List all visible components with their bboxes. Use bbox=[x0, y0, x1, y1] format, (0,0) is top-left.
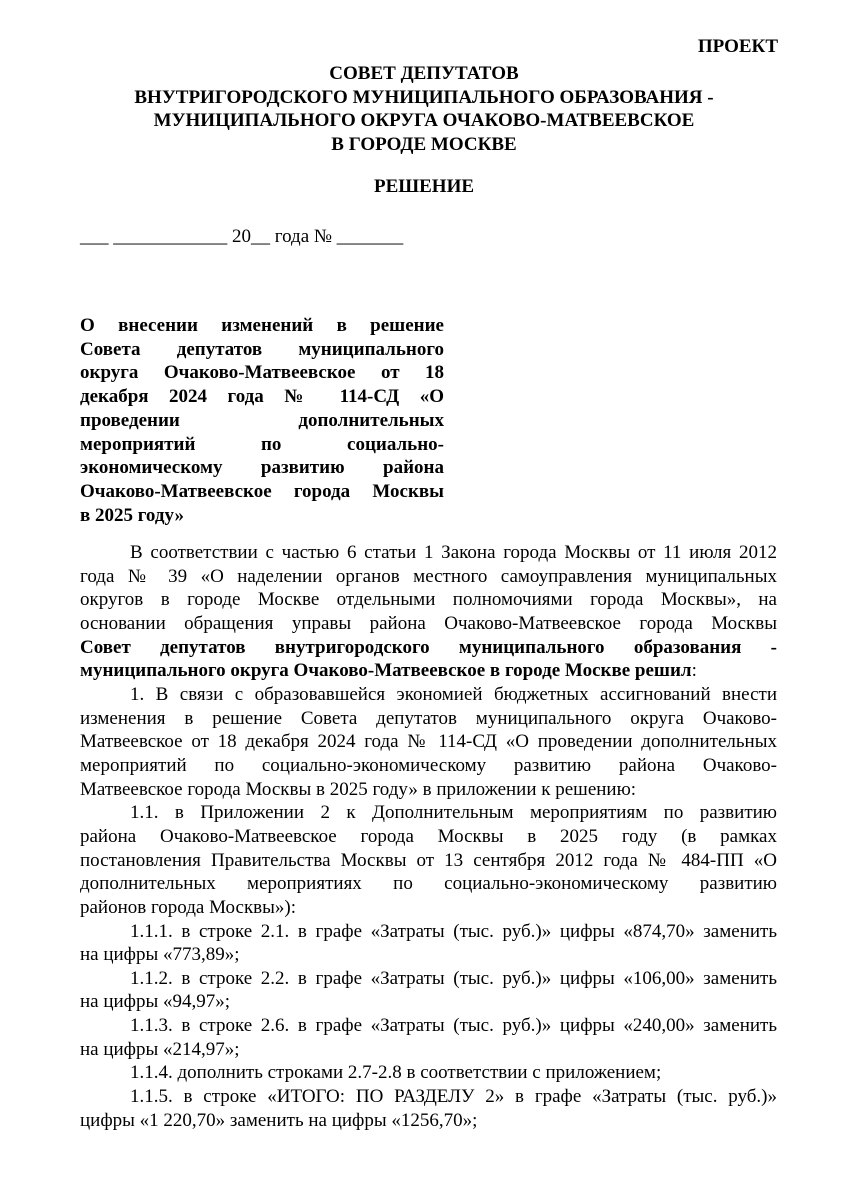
decision-title: РЕШЕНИЕ bbox=[373, 176, 475, 197]
body-line: на цифры «94,97»; bbox=[80, 991, 231, 1013]
council-heading-line: СОВЕТ ДЕПУТАТОВ bbox=[329, 63, 519, 84]
subject-line: округа Очаково-Матвеевское от 18 bbox=[80, 362, 444, 384]
item-1-1-4-paragraph bbox=[80, 1061, 777, 1085]
resolved-colon: : bbox=[691, 660, 697, 682]
draft-label: ПРОЕКТ bbox=[697, 36, 778, 57]
body-line: основании обращения управы района Очаково-Матвеевское города Москвы bbox=[80, 612, 777, 634]
item-1-1-5-paragraph bbox=[80, 1085, 777, 1132]
subject-line: мероприятий по социально- bbox=[80, 433, 444, 455]
date-number-line: ___ ____________ 20__ года № _______ bbox=[80, 226, 404, 247]
body-line: на цифры «773,89»; bbox=[80, 944, 240, 966]
resolved-text: муниципального округа Очаково-Матвеевское в городе Москве решил bbox=[80, 660, 692, 682]
body-line: 1.1.2. в строке 2.2. в графе «Затраты (тыс. руб.)» цифры «106,00» заменить bbox=[130, 967, 777, 989]
item-1-1-2-paragraph bbox=[80, 967, 777, 1014]
item-1-1-paragraph bbox=[80, 801, 777, 919]
body-line: 1.1.1. в строке 2.1. в графе «Затраты (тыс. руб.)» цифры «874,70» заменить bbox=[130, 920, 777, 942]
subject-line: в 2025 году» bbox=[80, 504, 184, 526]
subject-line: экономическому развитию района bbox=[80, 457, 444, 479]
body-line: мероприятий по социально-экономическому развитию района Очаково- bbox=[80, 754, 777, 776]
body-line: 1.1.4. дополнить строками 2.7-2.8 в соответствии с приложением; bbox=[130, 1062, 662, 1084]
decision-body bbox=[80, 541, 777, 1132]
body-line: постановления Правительства Москвы от 13 сентября 2012 года № 484-ПП «О bbox=[80, 849, 777, 871]
body-line: Матвеевское города Москвы в 2025 году» в приложении к решению: bbox=[80, 778, 637, 800]
subject-line: О внесении изменений в решение bbox=[80, 315, 444, 336]
council-heading-line: МУНИЦИПАЛЬНОГО ОКРУГА ОЧАКОВО-МАТВЕЕВСКОЕ bbox=[153, 110, 695, 131]
body-line: районов города Москвы»): bbox=[80, 896, 297, 918]
council-heading bbox=[0, 62, 848, 156]
body-line: 1.1.5. в строке «ИТОГО: ПО РАЗДЕЛУ 2» в графе «Затраты (тыс. руб.)» bbox=[130, 1086, 777, 1108]
subject-line: Совета депутатов муниципального bbox=[80, 338, 444, 360]
body-line: округов в городе Москве отдельными полномочиями города Москвы», на bbox=[80, 589, 777, 611]
body-line: 1.1.3. в строке 2.6. в графе «Затраты (тыс. руб.)» цифры «240,00» заменить bbox=[130, 1015, 777, 1037]
body-line: Матвеевское от 18 декабря 2024 года № 114-СД «О проведении дополнительных bbox=[80, 731, 777, 753]
body-line: дополнительных мероприятиях по социально-экономическому развитию bbox=[80, 873, 777, 895]
item-1-1-3-paragraph bbox=[80, 1014, 777, 1061]
decision-subject bbox=[80, 314, 444, 527]
body-line: года № 39 «О наделении органов местного самоуправления муниципальных bbox=[80, 565, 777, 587]
council-heading-line: В ГОРОДЕ МОСКВЕ bbox=[331, 133, 517, 155]
preamble-paragraph bbox=[80, 541, 777, 683]
body-line: 1.1. в Приложении 2 к Дополнительным мероприятиям по развитию bbox=[130, 802, 777, 824]
resolved-line-final bbox=[80, 659, 777, 683]
resolved-line: Совет депутатов внутригородского муниципального образования - bbox=[80, 636, 777, 658]
body-line: изменения в решение Совета депутатов муниципального округа Очаково- bbox=[80, 707, 777, 729]
body-line: 1. В связи с образовавшейся экономией бюджетных ассигнований внести bbox=[130, 683, 777, 705]
body-line: на цифры «214,97»; bbox=[80, 1038, 240, 1060]
subject-line: декабря 2024 года № 114-СД «О bbox=[80, 386, 444, 408]
subject-line: Очаково-Матвеевское города Москвы bbox=[80, 480, 444, 502]
body-line: В соответствии с частью 6 статьи 1 Закона города Москвы от 11 июля 2012 bbox=[130, 542, 777, 563]
body-line: цифры «1 220,70» заменить на цифры «1256,70»; bbox=[80, 1109, 478, 1131]
item-1-paragraph bbox=[80, 683, 777, 801]
body-line: района Очаково-Матвеевское города Москвы в 2025 году (в рамках bbox=[80, 825, 777, 847]
subject-line: проведении дополнительных bbox=[80, 409, 444, 431]
item-1-1-1-paragraph bbox=[80, 920, 777, 967]
council-heading-line: ВНУТРИГОРОДСКОГО МУНИЦИПАЛЬНОГО ОБРАЗОВАНИЯ - bbox=[134, 86, 714, 108]
